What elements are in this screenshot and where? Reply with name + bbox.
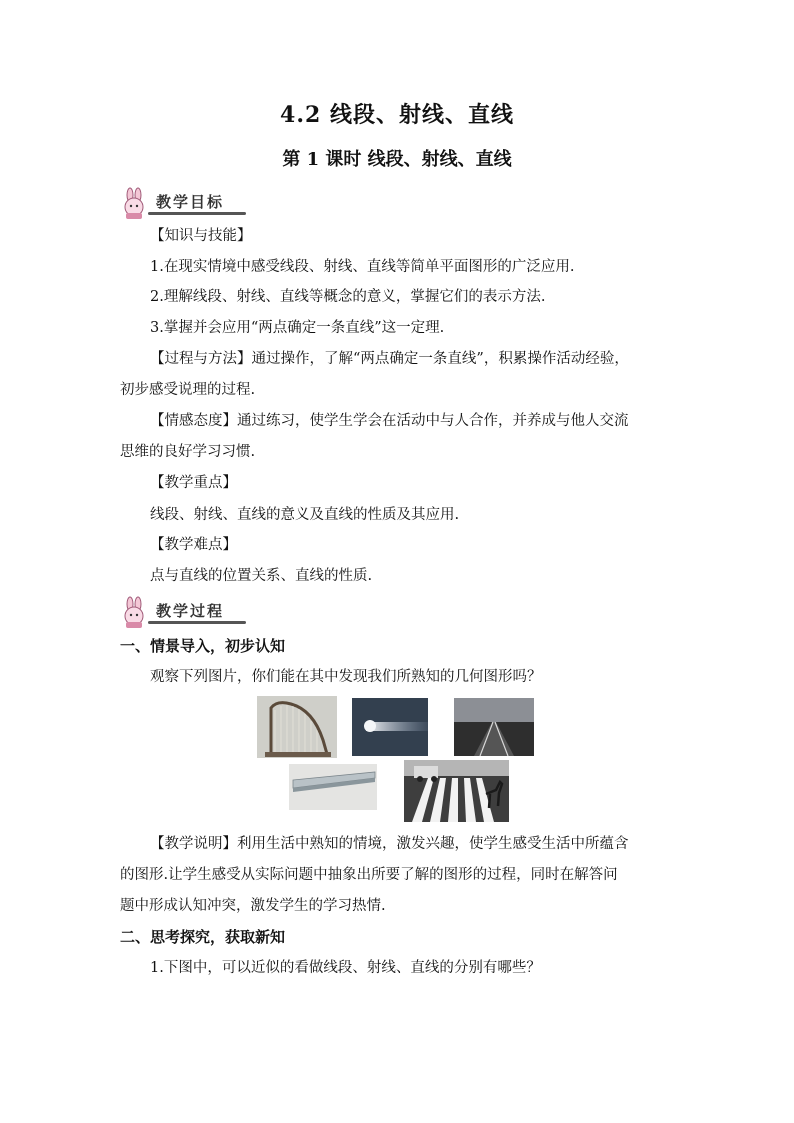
teaching-note-line-3: 题中形成认知冲突，激发学生的学习热情.	[120, 898, 386, 914]
observe-prompt: 观察下列图片，你们能在其中发现我们所熟知的几何图形吗？	[150, 669, 542, 685]
method-line-2: 初步感受说理的过程.	[120, 382, 256, 398]
light-beam-photo	[352, 698, 428, 756]
bunny-icon	[118, 187, 152, 221]
ruler-photo	[289, 764, 377, 810]
key-points-heading: 【教学重点】	[150, 475, 237, 491]
objectives-label: 教学目标	[156, 193, 225, 211]
section-2-heading: 二、思考探究，获取新知	[120, 928, 286, 946]
process-badge	[118, 596, 248, 630]
page-title: 4.2 线段、射线、直线	[280, 102, 514, 128]
knowledge-item-1: 1.在现实情境中感受线段、射线、直线等简单平面图形的广泛应用.	[150, 259, 575, 275]
method-line-1: 【过程与方法】通过操作，了解“两点确定一条直线”，积累操作活动经验，	[150, 351, 629, 367]
difficulties-body: 点与直线的位置关系、直线的性质.	[150, 568, 373, 584]
crosswalk-photo	[404, 760, 509, 822]
objectives-badge	[118, 187, 248, 221]
attitude-line-1: 【情感态度】通过练习，使学生学会在活动中与人合作，并养成与他人交流	[150, 413, 629, 429]
attitude-line-2: 思维的良好学习习惯.	[120, 444, 256, 460]
difficulties-heading: 【教学难点】	[150, 537, 237, 553]
knowledge-item-3: 3.掌握并会应用“两点确定一条直线”这一定理.	[150, 320, 445, 336]
harp-photo	[257, 696, 337, 758]
key-points-body: 线段、射线、直线的意义及直线的性质及其应用.	[150, 507, 460, 523]
section-1-heading: 一、情景导入，初步认知	[120, 637, 286, 655]
knowledge-heading: 【知识与技能】	[150, 228, 252, 244]
badge-underline	[148, 212, 246, 215]
question-1: 1.下图中，可以近似的看做线段、射线、直线的分别有哪些？	[150, 960, 541, 976]
badge-underline	[148, 621, 246, 624]
lesson-subtitle: 第 1 课时 线段、射线、直线	[282, 149, 512, 170]
knowledge-item-2: 2.理解线段、射线、直线等概念的意义，掌握它们的表示方法.	[150, 289, 546, 305]
teaching-note-line-2: 的图形.让学生感受从实际问题中抽象出所要了解的图形的过程，同时在解答问	[120, 867, 618, 883]
bunny-icon	[118, 596, 152, 630]
process-label: 教学过程	[156, 602, 225, 620]
railway-photo	[454, 698, 534, 756]
teaching-note-line-1: 【教学说明】利用生活中熟知的情境，激发兴趣，使学生感受生活中所蕴含	[150, 836, 629, 852]
